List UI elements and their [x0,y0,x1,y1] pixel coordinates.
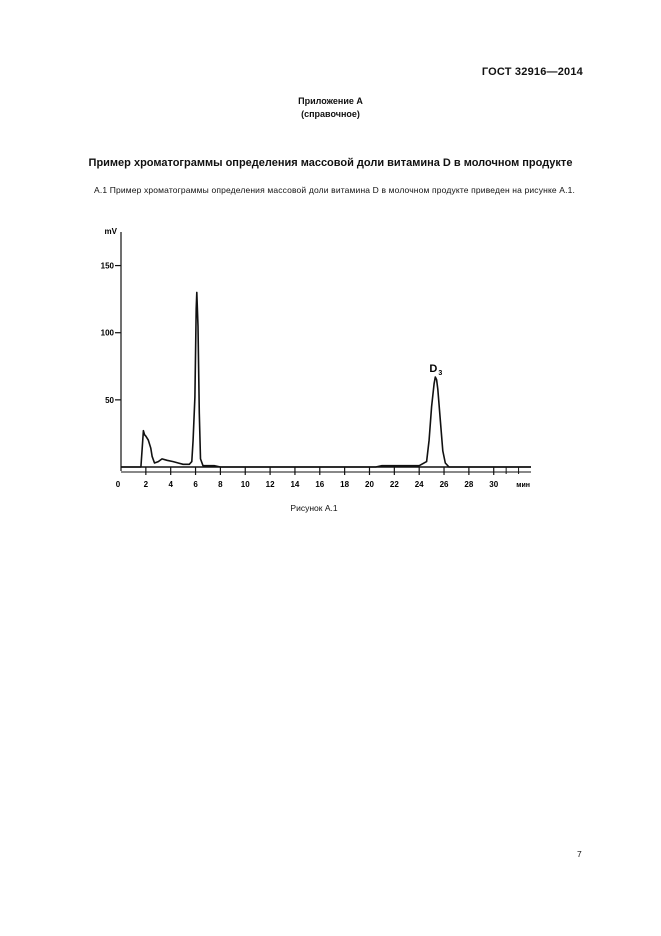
x-tick-label: 0 [115,480,121,489]
chart-series [121,292,531,467]
section-title: Пример хроматограммы определения массовой доли витамина D в молочном продукте [88,157,573,169]
appendix-title: Приложение А [298,96,363,106]
data-point [200,459,201,460]
y-tick-label: 100 [100,328,114,338]
x-tick-label: 14 [290,480,300,489]
x-tick-label: 18 [340,480,350,489]
chart-axes [105,227,531,489]
data-point [199,413,200,414]
body-paragraph: А.1 Пример хроматограммы определения массовой доли витамина D в молочном продукте приведен на рисунке А.1. [94,185,576,195]
data-point [183,464,184,465]
x-tick-label: 2 [143,480,149,489]
data-point [178,463,179,464]
x-tick-label: 20 [365,480,374,489]
data-point [158,461,159,462]
y-axis-label: mV [104,227,117,236]
document-code: ГОСТ 32916—2014 [481,66,583,78]
data-point [434,383,435,384]
data-point [193,440,194,441]
data-point [189,464,190,465]
data-point [429,440,430,441]
data-point [426,461,427,462]
data-point [435,377,436,378]
x-tick-label: 22 [389,480,399,489]
data-point [191,461,192,462]
data-point [145,436,146,437]
data-point [196,292,197,293]
x-tick-label: 8 [218,480,223,489]
appendix-subtitle: (справочное) [301,109,360,119]
x-tick-label: 16 [315,480,325,489]
data-point [162,459,163,460]
data-point [198,326,199,327]
data-point [144,434,145,435]
figure-caption: Рисунок А.1 [290,503,338,513]
x-tick-label: 30 [489,480,499,489]
data-point [150,448,151,449]
data-point [431,406,432,407]
x-tick-label: 6 [193,480,198,489]
x-axis-label: мин [516,482,530,489]
data-point [437,389,438,390]
chart-ticks [101,262,519,489]
data-point [154,463,155,464]
data-point [196,308,197,309]
x-tick-label: 24 [414,480,424,489]
data-point [195,397,196,398]
x-tick-label: 4 [168,480,173,489]
data-point [394,465,395,466]
data-point [152,456,153,457]
x-tick-label: 26 [439,480,449,489]
x-tick-label: 28 [464,480,474,489]
x-tick-label: 10 [240,480,250,489]
data-point [173,461,174,462]
data-point [442,450,443,451]
data-point [143,430,144,431]
data-point [214,465,215,466]
y-tick-label: 150 [100,261,114,271]
y-tick-label: 50 [105,395,114,405]
page-number: 7 [577,849,582,859]
data-point [148,440,149,441]
x-tick-label: 12 [265,480,275,489]
chromatogram-trace [121,292,531,467]
data-point [445,463,446,464]
data-point [419,465,420,466]
chart-annotations [429,363,442,377]
data-point [382,465,383,466]
data-point [440,420,441,421]
peak-label: D [429,363,438,376]
peak-label-subscript: 3 [438,370,443,378]
data-point [436,379,437,380]
data-point [167,460,168,461]
data-point [203,465,204,466]
